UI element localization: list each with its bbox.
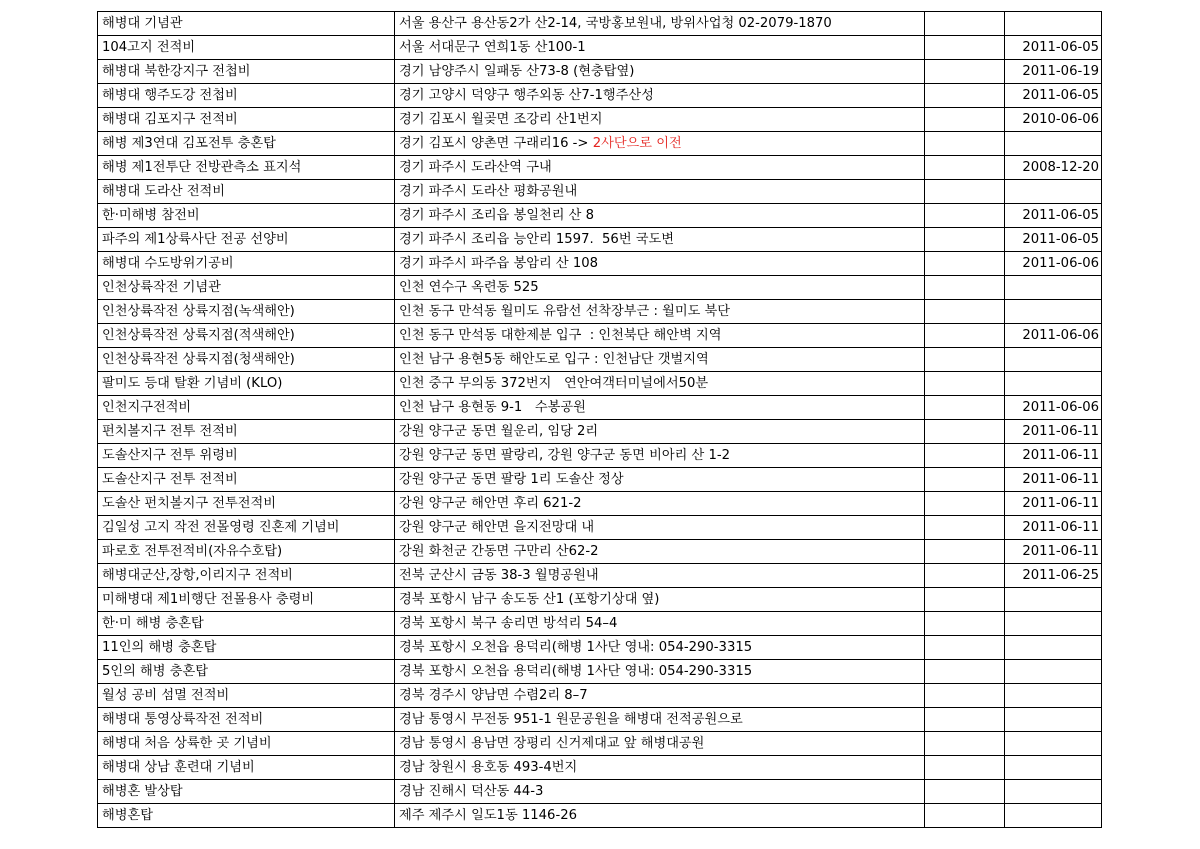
table-row bbox=[98, 60, 1102, 84]
blank-cell bbox=[925, 684, 1005, 708]
address-cell bbox=[395, 108, 925, 132]
date-cell bbox=[1005, 756, 1102, 780]
address-cell bbox=[395, 204, 925, 228]
site-name-cell: 해병대군산,장항,이리지구 전적비 bbox=[98, 564, 395, 588]
date-cell: 2011-06-05 bbox=[1005, 36, 1102, 60]
address-cell bbox=[395, 276, 925, 300]
site-name-cell: 한·미 해병 충혼탑 bbox=[98, 612, 395, 636]
address-text: 경기 파주시 도라산역 구내 bbox=[399, 160, 552, 175]
address-cell bbox=[395, 420, 925, 444]
address-cell bbox=[395, 660, 925, 684]
address-text: 경북 포항시 오천읍 용덕리(해병 1사단 영내: 054-290-3315 bbox=[399, 664, 753, 679]
site-name-cell: 김일성 고지 작전 전몰영령 진혼제 기념비 bbox=[98, 516, 395, 540]
date-cell: 2011-06-11 bbox=[1005, 540, 1102, 564]
address-cell bbox=[395, 324, 925, 348]
blank-cell bbox=[925, 108, 1005, 132]
address-cell bbox=[395, 780, 925, 804]
address-text: 경기 김포시 월곶면 조강리 산1번지 bbox=[399, 112, 603, 127]
table-body bbox=[98, 12, 1102, 828]
table-row bbox=[98, 156, 1102, 180]
table-row bbox=[98, 372, 1102, 396]
table-row bbox=[98, 204, 1102, 228]
blank-cell bbox=[925, 228, 1005, 252]
date-cell: 2011-06-06 bbox=[1005, 252, 1102, 276]
table-row bbox=[98, 612, 1102, 636]
date-cell: 2011-06-05 bbox=[1005, 84, 1102, 108]
blank-cell bbox=[925, 180, 1005, 204]
date-cell bbox=[1005, 348, 1102, 372]
table-row bbox=[98, 468, 1102, 492]
address-cell bbox=[395, 60, 925, 84]
address-cell bbox=[395, 516, 925, 540]
site-name-cell: 해병혼탑 bbox=[98, 804, 395, 828]
blank-cell bbox=[925, 36, 1005, 60]
address-cell bbox=[395, 468, 925, 492]
date-cell bbox=[1005, 132, 1102, 156]
address-text: 경기 김포시 양촌면 구래리16 -> bbox=[399, 136, 593, 151]
address-cell bbox=[395, 12, 925, 36]
blank-cell bbox=[925, 492, 1005, 516]
table-row bbox=[98, 444, 1102, 468]
table-row bbox=[98, 180, 1102, 204]
address-text: 경남 진해시 덕산동 44-3 bbox=[399, 784, 544, 799]
address-text: 강원 양구군 동면 월운리, 임당 2리 bbox=[399, 424, 599, 439]
address-cell bbox=[395, 228, 925, 252]
date-cell bbox=[1005, 612, 1102, 636]
site-name-cell: 인천상륙작전 상륙지점(적색해안) bbox=[98, 324, 395, 348]
address-cell bbox=[395, 252, 925, 276]
table-row bbox=[98, 348, 1102, 372]
date-cell: 2011-06-25 bbox=[1005, 564, 1102, 588]
site-name-cell: 한·미해병 참전비 bbox=[98, 204, 395, 228]
date-cell bbox=[1005, 780, 1102, 804]
address-text: 인천 중구 무의동 372번지 연안여객터미널에서50분 bbox=[399, 376, 709, 391]
address-cell bbox=[395, 396, 925, 420]
date-cell: 2011-06-06 bbox=[1005, 324, 1102, 348]
site-name-cell: 도솔산 펀치볼지구 전투전적비 bbox=[98, 492, 395, 516]
site-name-cell: 해병 제3연대 김포전투 충혼탑 bbox=[98, 132, 395, 156]
table-row bbox=[98, 780, 1102, 804]
blank-cell bbox=[925, 780, 1005, 804]
date-cell bbox=[1005, 180, 1102, 204]
date-cell bbox=[1005, 372, 1102, 396]
address-cell bbox=[395, 300, 925, 324]
address-cell bbox=[395, 684, 925, 708]
address-cell bbox=[395, 180, 925, 204]
blank-cell bbox=[925, 564, 1005, 588]
address-text: 경남 창원시 용호동 493-4번지 bbox=[399, 760, 578, 775]
blank-cell bbox=[925, 540, 1005, 564]
site-name-cell: 해병대 김포지구 전적비 bbox=[98, 108, 395, 132]
table-row bbox=[98, 660, 1102, 684]
address-text: 서울 용산구 용산동2가 산2-14, 국방홍보원내, 방위사업청 02-2079-1870 bbox=[399, 16, 832, 31]
blank-cell bbox=[925, 276, 1005, 300]
blank-cell bbox=[925, 636, 1005, 660]
table-row bbox=[98, 516, 1102, 540]
site-name-cell: 해병 제1전투단 전방관측소 표지석 bbox=[98, 156, 395, 180]
address-cell bbox=[395, 36, 925, 60]
table-row bbox=[98, 588, 1102, 612]
blank-cell bbox=[925, 660, 1005, 684]
blank-cell bbox=[925, 444, 1005, 468]
blank-cell bbox=[925, 732, 1005, 756]
table-row bbox=[98, 108, 1102, 132]
blank-cell bbox=[925, 132, 1005, 156]
table-row bbox=[98, 492, 1102, 516]
address-text: 인천 동구 만석동 월미도 유람선 선착장부근 : 월미도 북단 bbox=[399, 304, 730, 319]
blank-cell bbox=[925, 60, 1005, 84]
address-text: 경기 고양시 덕양구 행주외동 산7-1행주산성 bbox=[399, 88, 654, 103]
table-row bbox=[98, 84, 1102, 108]
address-text: 경기 파주시 도라산 평화공원내 bbox=[399, 184, 578, 199]
site-name-cell: 5인의 해병 충혼탑 bbox=[98, 660, 395, 684]
blank-cell bbox=[925, 300, 1005, 324]
table-row bbox=[98, 228, 1102, 252]
date-cell: 2011-06-11 bbox=[1005, 468, 1102, 492]
memorial-table bbox=[97, 11, 1102, 828]
address-cell bbox=[395, 84, 925, 108]
site-name-cell: 인천상륙작전 상륙지점(녹색해안) bbox=[98, 300, 395, 324]
address-cell bbox=[395, 756, 925, 780]
date-cell bbox=[1005, 12, 1102, 36]
site-name-cell: 해병혼 발상탑 bbox=[98, 780, 395, 804]
site-name-cell: 해병대 상남 훈련대 기념비 bbox=[98, 756, 395, 780]
date-cell: 2011-06-11 bbox=[1005, 420, 1102, 444]
blank-cell bbox=[925, 204, 1005, 228]
address-text: 강원 양구군 해안면 후리 621-2 bbox=[399, 496, 582, 511]
site-name-cell: 104고지 전적비 bbox=[98, 36, 395, 60]
blank-cell bbox=[925, 252, 1005, 276]
date-cell: 2011-06-11 bbox=[1005, 492, 1102, 516]
address-text: 경남 통영시 용남면 장평리 신거제대교 앞 해병대공원 bbox=[399, 736, 705, 751]
table-row bbox=[98, 252, 1102, 276]
blank-cell bbox=[925, 372, 1005, 396]
site-name-cell: 도솔산지구 전투 전적비 bbox=[98, 468, 395, 492]
address-text: 강원 화천군 간동면 구만리 산62-2 bbox=[399, 544, 599, 559]
blank-cell bbox=[925, 588, 1005, 612]
site-name-cell: 11인의 해병 충혼탑 bbox=[98, 636, 395, 660]
address-cell bbox=[395, 348, 925, 372]
blank-cell bbox=[925, 468, 1005, 492]
address-text: 제주 제주시 일도1동 1146-26 bbox=[399, 808, 577, 823]
site-name-cell: 해병대 수도방위기공비 bbox=[98, 252, 395, 276]
address-cell bbox=[395, 636, 925, 660]
site-name-cell: 파로호 전투전적비(자유수호탑) bbox=[98, 540, 395, 564]
site-name-cell: 해병대 기념관 bbox=[98, 12, 395, 36]
table-row bbox=[98, 276, 1102, 300]
site-name-cell: 월성 공비 섬멸 전적비 bbox=[98, 684, 395, 708]
date-cell bbox=[1005, 804, 1102, 828]
site-name-cell: 팔미도 등대 탈환 기념비 (KLO) bbox=[98, 372, 395, 396]
date-cell bbox=[1005, 732, 1102, 756]
date-cell bbox=[1005, 588, 1102, 612]
blank-cell bbox=[925, 708, 1005, 732]
date-cell: 2011-06-11 bbox=[1005, 516, 1102, 540]
blank-cell bbox=[925, 612, 1005, 636]
address-text: 전북 군산시 금동 38-3 월명공원내 bbox=[399, 568, 599, 583]
table-row bbox=[98, 324, 1102, 348]
address-cell bbox=[395, 444, 925, 468]
table-row bbox=[98, 732, 1102, 756]
date-cell bbox=[1005, 708, 1102, 732]
table-row bbox=[98, 804, 1102, 828]
address-text: 경기 파주시 파주읍 봉암리 산 108 bbox=[399, 256, 598, 271]
address-text: 경기 남양주시 일패동 산73-8 (현충탑옆) bbox=[399, 64, 635, 79]
site-name-cell: 해병대 처음 상륙한 곳 기념비 bbox=[98, 732, 395, 756]
blank-cell bbox=[925, 156, 1005, 180]
site-name-cell: 인천상륙작전 기념관 bbox=[98, 276, 395, 300]
address-text: 서울 서대문구 연희1동 산100-1 bbox=[399, 40, 586, 55]
date-cell bbox=[1005, 276, 1102, 300]
date-cell bbox=[1005, 684, 1102, 708]
table-row bbox=[98, 540, 1102, 564]
blank-cell bbox=[925, 12, 1005, 36]
address-text: 경북 포항시 남구 송도동 산1 (포항기상대 옆) bbox=[399, 592, 660, 607]
site-name-cell: 파주의 제1상륙사단 전공 선양비 bbox=[98, 228, 395, 252]
table-row bbox=[98, 12, 1102, 36]
address-cell bbox=[395, 612, 925, 636]
table-row bbox=[98, 396, 1102, 420]
address-text: 인천 동구 만석동 대한제분 입구 : 인천북단 해안벽 지역 bbox=[399, 328, 722, 343]
address-cell bbox=[395, 372, 925, 396]
date-cell: 2008-12-20 bbox=[1005, 156, 1102, 180]
address-cell bbox=[395, 708, 925, 732]
site-name-cell: 인천상륙작전 상륙지점(청색해안) bbox=[98, 348, 395, 372]
blank-cell bbox=[925, 420, 1005, 444]
address-text: 인천 연수구 옥련동 525 bbox=[399, 280, 539, 295]
address-cell bbox=[395, 132, 925, 156]
date-cell: 2011-06-19 bbox=[1005, 60, 1102, 84]
address-text: 경기 파주시 조리읍 능안리 1597. 56번 국도변 bbox=[399, 232, 674, 247]
address-cell bbox=[395, 804, 925, 828]
blank-cell bbox=[925, 84, 1005, 108]
table-row bbox=[98, 132, 1102, 156]
site-name-cell: 해병대 통영상륙작전 전적비 bbox=[98, 708, 395, 732]
date-cell: 2011-06-11 bbox=[1005, 444, 1102, 468]
site-name-cell: 해병대 도라산 전적비 bbox=[98, 180, 395, 204]
table-row bbox=[98, 756, 1102, 780]
site-name-cell: 펀치볼지구 전투 전적비 bbox=[98, 420, 395, 444]
blank-cell bbox=[925, 516, 1005, 540]
table-row bbox=[98, 684, 1102, 708]
date-cell bbox=[1005, 636, 1102, 660]
date-cell: 2011-06-06 bbox=[1005, 396, 1102, 420]
blank-cell bbox=[925, 324, 1005, 348]
date-cell: 2010-06-06 bbox=[1005, 108, 1102, 132]
blank-cell bbox=[925, 348, 1005, 372]
relocation-note: 2사단으로 이전 bbox=[592, 136, 682, 151]
blank-cell bbox=[925, 756, 1005, 780]
address-text: 인천 남구 용현5동 해안도로 입구 : 인천남단 갯벌지역 bbox=[399, 352, 709, 367]
table-row bbox=[98, 36, 1102, 60]
address-text: 경북 포항시 북구 송리면 방석리 54–4 bbox=[399, 616, 618, 631]
site-name-cell: 해병대 북한강지구 전첩비 bbox=[98, 60, 395, 84]
address-text: 경북 포항시 오천읍 용덕리(해병 1사단 영내: 054-290-3315 bbox=[399, 640, 753, 655]
site-name-cell: 미해병대 제1비행단 전몰용사 충령비 bbox=[98, 588, 395, 612]
table-row bbox=[98, 708, 1102, 732]
address-text: 경남 통영시 무전동 951-1 원문공원을 해병대 전적공원으로 bbox=[399, 712, 743, 727]
address-text: 인천 남구 용현동 9-1 수봉공원 bbox=[399, 400, 586, 415]
site-name-cell: 도솔산지구 전투 위령비 bbox=[98, 444, 395, 468]
address-cell bbox=[395, 564, 925, 588]
blank-cell bbox=[925, 804, 1005, 828]
address-cell bbox=[395, 492, 925, 516]
address-text: 경기 파주시 조리읍 봉일천리 산 8 bbox=[399, 208, 594, 223]
address-cell bbox=[395, 540, 925, 564]
site-name-cell: 인천지구전적비 bbox=[98, 396, 395, 420]
site-name-cell: 해병대 행주도강 전첩비 bbox=[98, 84, 395, 108]
table-row bbox=[98, 300, 1102, 324]
blank-cell bbox=[925, 396, 1005, 420]
table-row bbox=[98, 636, 1102, 660]
address-text: 강원 양구군 해안면 을지전망대 내 bbox=[399, 520, 595, 535]
date-cell bbox=[1005, 300, 1102, 324]
address-text: 강원 양구군 동면 팔랑 1리 도솔산 정상 bbox=[399, 472, 624, 487]
address-cell bbox=[395, 156, 925, 180]
table-row bbox=[98, 420, 1102, 444]
address-cell bbox=[395, 588, 925, 612]
date-cell bbox=[1005, 660, 1102, 684]
address-text: 경북 경주시 양남면 수렴2리 8–7 bbox=[399, 688, 588, 703]
address-cell bbox=[395, 732, 925, 756]
date-cell: 2011-06-05 bbox=[1005, 204, 1102, 228]
table-row bbox=[98, 564, 1102, 588]
date-cell: 2011-06-05 bbox=[1005, 228, 1102, 252]
address-text: 강원 양구군 동면 팔랑리, 강원 양구군 동면 비아리 산 1-2 bbox=[399, 448, 730, 463]
